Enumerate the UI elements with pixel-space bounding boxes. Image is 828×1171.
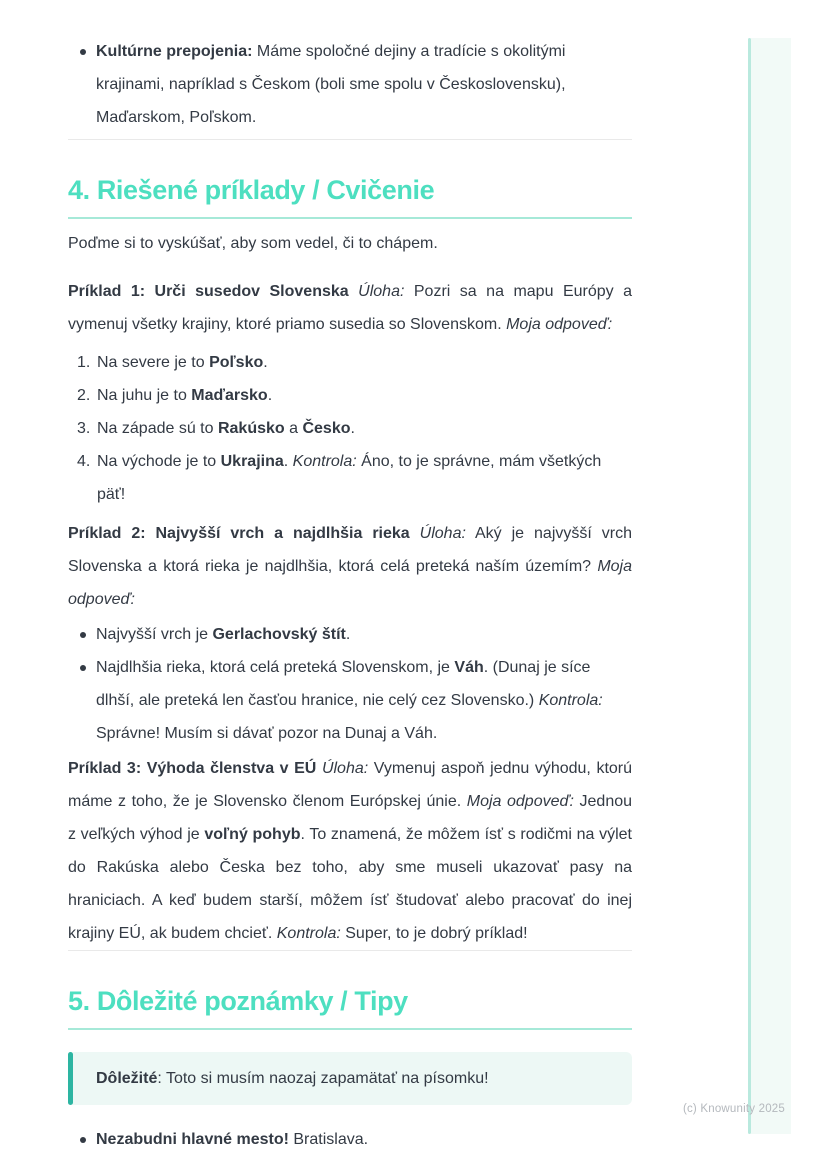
list-item: Na západe sú to Rakúsko a Česko.: [97, 420, 355, 437]
list-item: Najvyšší vrch je Gerlachovský štít.: [68, 618, 632, 651]
section-heading-notes: 5. Dôležité poznámky / Tipy: [68, 983, 632, 1030]
list-item: Nezabudni hlavné mesto! Bratislava.: [68, 1123, 632, 1156]
intro-bullet-list: [68, 35, 632, 134]
section-divider: [68, 950, 632, 951]
copyright-note: (c) Knowunity 2025: [682, 1103, 785, 1115]
example-3-paragraph: Príklad 3: Výhoda členstva v EÚ Úloha: Vymenuj aspoň jednu výhodu, ktorú máme z toho, že je Slovensko členom Európskej únie. Moja odpoveď: Jednou z veľkých výhod je voľný pohyb. To znamená, že môžem ísť s rodičmi na výlet do Rakúska alebo Česka bez toho, aby sme museli ukazovať pasy na hraniciach. A keď budem starší, môžem ísť študovať alebo pracovať do inej krajiny EÚ, ak budem chcieť. Kontrola: Super, to je dobrý príklad!: [68, 760, 633, 942]
list-item: Na severe je to Poľsko.: [97, 354, 268, 371]
next-page-edge-fill: [751, 38, 791, 1134]
document-content: [68, 0, 632, 1156]
example-1-answer-list: [68, 346, 632, 511]
example-1-paragraph: Príklad 1: Urči susedov Slovenska Úloha: Pozri sa na mapu Európy a vymenuj všetky krajiny, ktoré priamo susedia so Slovenskom. Moja odpoveď:: [68, 283, 633, 333]
section-divider: [68, 139, 632, 140]
section-heading-practice: 4. Riešené príklady / Cvičenie: [68, 172, 632, 219]
example-2-paragraph: Príklad 2: Najvyšší vrch a najdlhšia rieka Úloha: Aký je najvyšší vrch Slovenska a ktorá rieka je najdlhšia, ktorá celá preteká naším územím? Moja odpoveď:: [68, 525, 633, 608]
list-item: Najdlhšia rieka, ktorá celá preteká Slovenskom, je Váh. (Dunaj je síce dlhší, ale preteká len časťou hranice, nie celý cez Slovensko.) Kontrola: Správne! Musím si dávať pozor na Dunaj a Váh.: [68, 651, 632, 750]
example-2-answer-list: [68, 618, 632, 750]
important-callout: [68, 1052, 632, 1105]
callout-text: Dôležité: Toto si musím naozaj zapamätať na písomku!: [96, 1070, 489, 1087]
next-page-edge-line: [748, 38, 751, 1134]
practice-lead-text: Poďme si to vyskúšať, aby som vedel, či to chápem.: [68, 235, 438, 252]
list-item: Na juhu je to Maďarsko.: [97, 387, 273, 404]
list-item: Na východe je to Ukrajina. Kontrola: Áno, to je správne, mám všetkých päť!: [97, 453, 602, 503]
list-item: Kultúrne prepojenia: Máme spoločné dejiny a tradície s okolitými krajinami, napríklad s Českom (boli sme spolu v Československu), Maďarskom, Poľskom.: [68, 35, 632, 134]
notes-bullet-list: [68, 1123, 632, 1156]
